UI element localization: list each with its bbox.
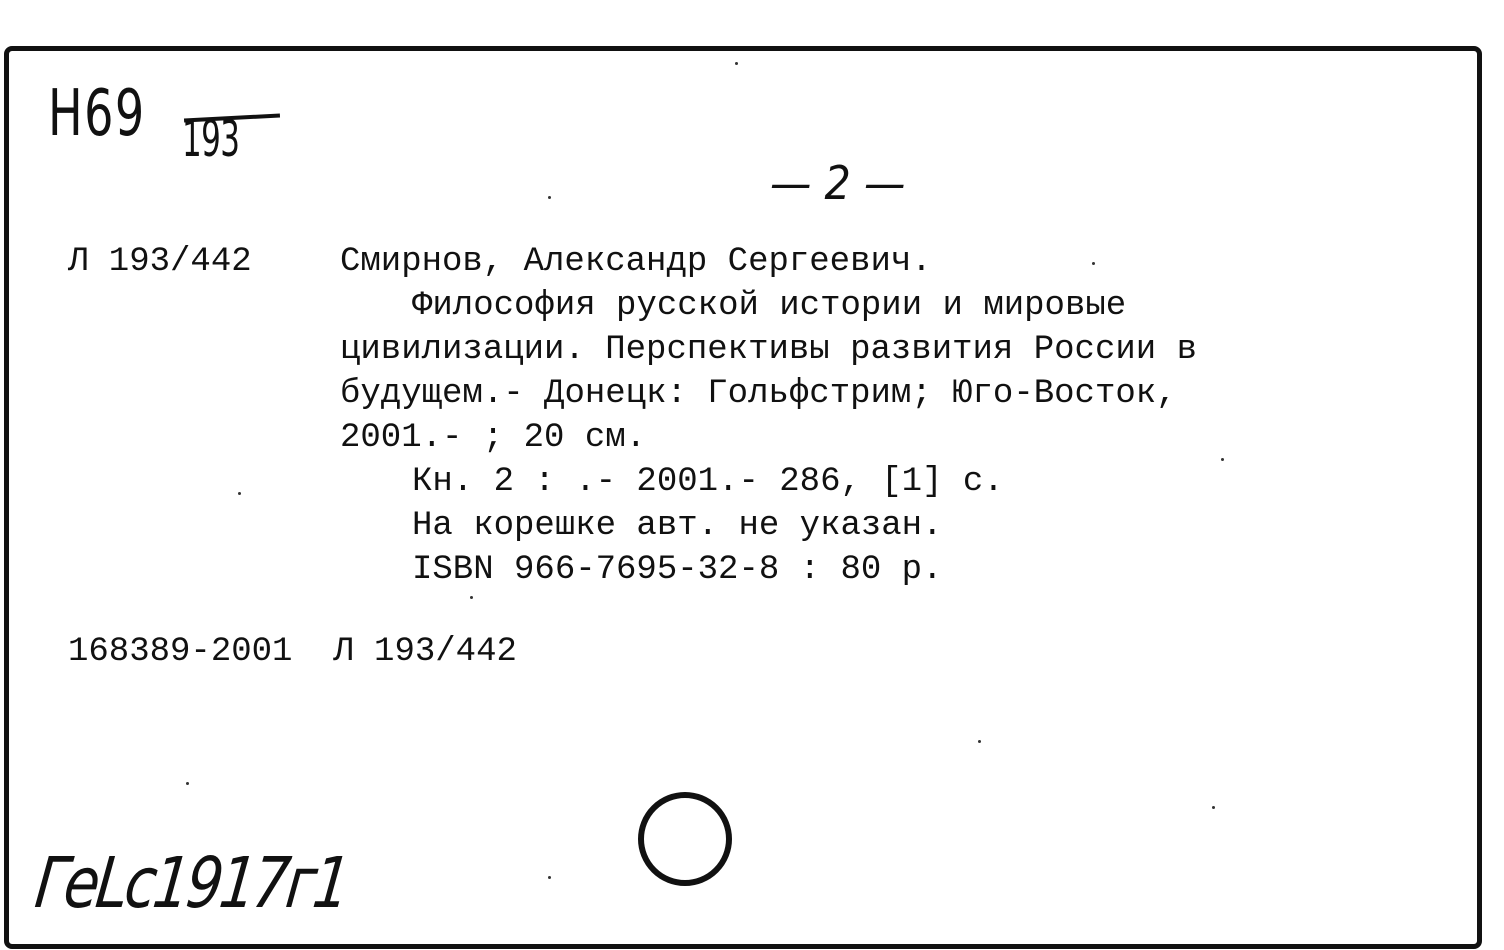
scan-speck <box>548 196 551 199</box>
bibliographic-record <box>340 240 1444 592</box>
scan-speck <box>470 596 473 599</box>
scan-speck <box>238 492 241 495</box>
handwritten-bottom-note: ГеLc1917г1 <box>31 842 352 924</box>
title-word: и <box>942 287 963 325</box>
scan-speck <box>186 782 189 785</box>
card-punch-hole <box>638 792 732 886</box>
title-word: Философия <box>412 287 596 325</box>
title-line-1 <box>340 284 1444 328</box>
title-word: цивилизации. <box>340 331 585 369</box>
isbn-line: ISBN 966-7695-32-8 : 80 р. <box>412 551 943 589</box>
title-word: в <box>1176 331 1197 369</box>
title-word: развития <box>850 331 1014 369</box>
scan-speck <box>978 740 981 743</box>
title-word: Донецк: <box>544 375 687 413</box>
handwritten-page-mark: — 2 — <box>770 156 906 210</box>
scan-speck <box>1212 806 1215 809</box>
title-word: мировые <box>983 287 1127 325</box>
title-word: Гольфстрим; <box>707 375 932 413</box>
scan-speck <box>548 876 551 879</box>
accession-number: 168389-2001 Л 193/442 <box>68 633 517 671</box>
handwritten-shelfmark-sub: 193 <box>182 110 240 168</box>
author-heading: Смирнов, Александр Сергеевич. <box>340 243 932 281</box>
scan-speck <box>1092 262 1095 265</box>
imprint-line: 2001.- ; 20 см. <box>340 419 647 457</box>
title-line-3 <box>340 372 1444 416</box>
volume-line: Кн. 2 : .- 2001.- 286, [1] с. <box>412 463 1004 501</box>
scan-speck <box>735 62 738 65</box>
handwritten-shelfmark: Н69 <box>48 77 146 151</box>
title-word: будущем.- <box>340 375 524 413</box>
title-line-2 <box>340 328 1444 372</box>
scan-speck <box>1221 458 1224 461</box>
title-word: Перспективы <box>605 331 830 369</box>
note-line: На корешке авт. не указан. <box>412 507 943 545</box>
title-word: истории <box>779 287 923 325</box>
title-word: России <box>1033 331 1157 369</box>
title-word: русской <box>616 287 759 325</box>
title-word: Юго-Восток, <box>952 375 1177 413</box>
call-number: Л 193/442 <box>68 243 252 281</box>
